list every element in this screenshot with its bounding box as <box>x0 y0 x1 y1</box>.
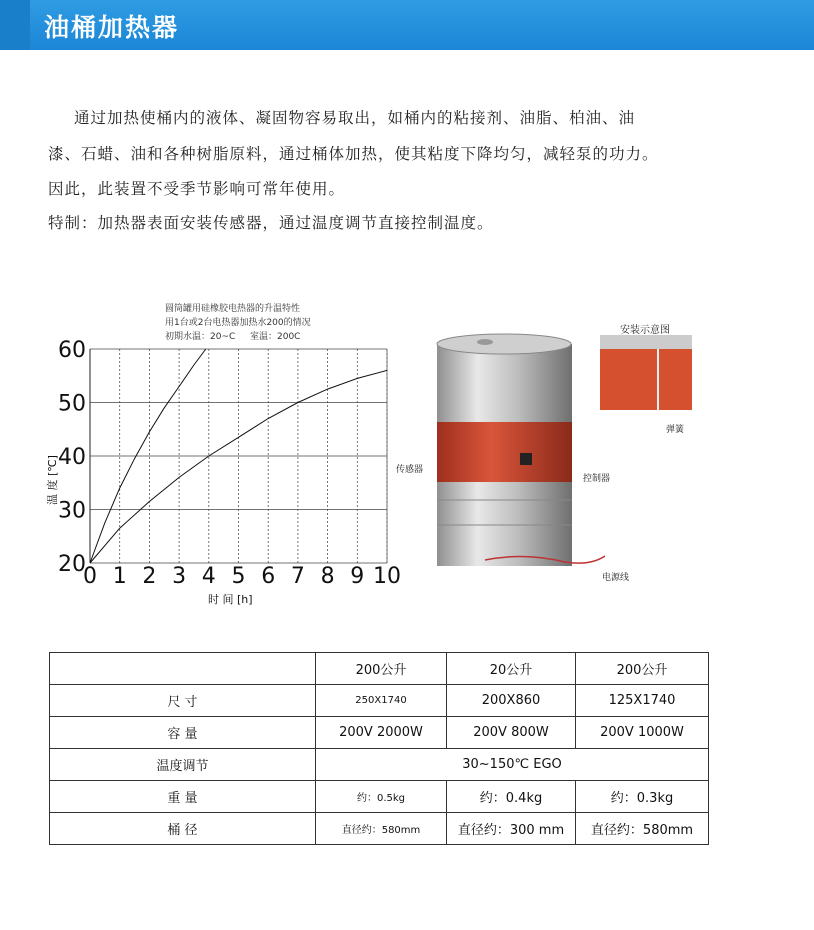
inset-title: 安装示意图 <box>620 325 670 336</box>
x-tick-label: 0 <box>83 564 97 589</box>
x-tick-label: 2 <box>142 564 157 589</box>
table-cell: 250X1740 <box>316 685 447 717</box>
drum-bung <box>477 339 493 345</box>
x-tick-label: 5 <box>231 564 246 589</box>
y-axis-label: 温 度 [℃] <box>46 455 59 505</box>
x-tick-label: 10 <box>373 564 401 589</box>
spec-table <box>49 652 709 845</box>
x-tick-label: 6 <box>261 564 276 589</box>
table-cell: 直径约：580mm <box>316 813 447 845</box>
y-tick-label: 20 <box>58 552 86 577</box>
x-tick-label: 7 <box>290 564 305 589</box>
table-cell <box>50 653 316 685</box>
intro-line-4: 特制：加热器表面安装传感器，通过温度调节直接控制温度。 <box>48 214 494 232</box>
sensor-label: 传感器 <box>396 465 424 475</box>
x-tick-label: 4 <box>201 564 216 589</box>
table-cell: 200公升 <box>576 653 709 685</box>
page-header <box>0 0 814 50</box>
chart-caption-3: 初期水温：20~C <box>165 332 236 342</box>
table-row <box>50 781 709 813</box>
table-cell: 重 量 <box>50 781 316 813</box>
table-cell: 温度调节 <box>50 749 316 781</box>
table-cell: 直径约：580mm <box>576 813 709 845</box>
table-cell: 容 量 <box>50 717 316 749</box>
x-axis-label: 时 间 [h] <box>208 593 253 606</box>
controller-label: 控制器 <box>583 474 611 484</box>
page-title: 油桶加热器 <box>44 13 180 42</box>
table-cell: 200公升 <box>316 653 447 685</box>
table-cell: 尺 寸 <box>50 685 316 717</box>
intro-line-1: 通过加热使桶内的液体、凝固物容易取出，如桶内的粘接剂、油脂、柏油、油 <box>74 109 636 127</box>
x-tick-label: 8 <box>320 564 335 589</box>
table-cell: 约：0.5kg <box>316 781 447 813</box>
table-cell: 约：0.3kg <box>576 781 709 813</box>
chart-ticks <box>58 338 401 589</box>
table-row <box>50 749 709 781</box>
table-row <box>50 813 709 845</box>
table-row <box>50 685 709 717</box>
installation-inset <box>600 335 692 410</box>
chart-caption-1: 圆筒罐用硅橡胶电热器的升温特性 <box>165 304 301 314</box>
intro-line-2: 漆、石蜡、油和各种树脂原料，通过桶体加热，使其粘度下降均匀，减轻泵的功力。 <box>48 145 659 163</box>
header-accent <box>0 0 30 50</box>
table-cell: 200V 800W <box>447 717 576 749</box>
y-tick-label: 60 <box>58 338 86 363</box>
oil-drum-illustration <box>425 330 625 580</box>
table-cell: 桶 径 <box>50 813 316 845</box>
x-tick-label: 9 <box>350 564 365 589</box>
y-tick-label: 30 <box>58 498 86 524</box>
table-cell: 200V 2000W <box>316 717 447 749</box>
heater-blanket <box>437 422 572 482</box>
table-header-row <box>50 653 709 685</box>
power-cord-label: 电源线 <box>602 573 630 583</box>
y-tick-label: 50 <box>58 391 86 417</box>
table-cell: 直径约：300 mm <box>447 813 576 845</box>
spring-label: 弹簧 <box>666 425 685 435</box>
table-cell: 200V 1000W <box>576 717 709 749</box>
table-cell: 约：0.4kg <box>447 781 576 813</box>
intro-line-3: 因此，此装置不受季节影响可常年使用。 <box>48 180 346 198</box>
chart-grid <box>90 349 387 563</box>
chart-caption-4: 室温：200C <box>250 332 301 342</box>
x-tick-label: 1 <box>112 564 127 589</box>
controller-knob <box>520 453 532 465</box>
chart-caption-2: 用1台或2台电热器加热水200的情况 <box>165 318 311 328</box>
table-cell: 30~150℃ EGO <box>316 749 709 781</box>
table-cell: 20公升 <box>447 653 576 685</box>
table-row <box>50 717 709 749</box>
table-cell: 125X1740 <box>576 685 709 717</box>
temperature-rise-chart <box>40 295 410 615</box>
x-tick-label: 3 <box>172 564 187 589</box>
inset-drum-top <box>600 335 692 349</box>
drum-lid <box>437 334 571 354</box>
y-tick-label: 40 <box>58 445 86 470</box>
table-cell: 200X860 <box>447 685 576 717</box>
